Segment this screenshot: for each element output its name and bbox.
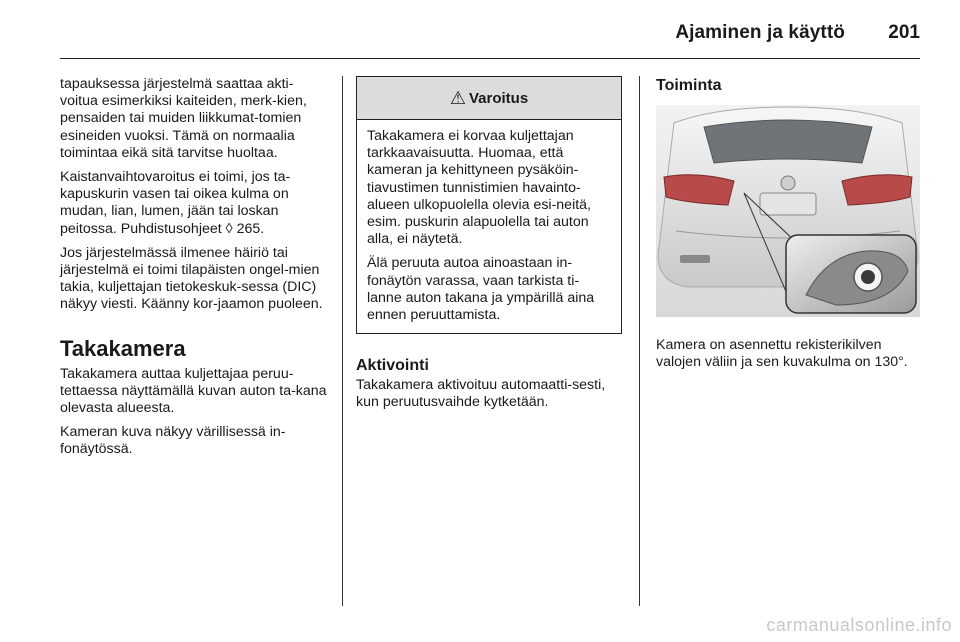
column-divider [342, 76, 343, 606]
subsection-title: Aktivointi [356, 357, 429, 375]
paragraph: Jos järjestelmässä ilmenee häiriö tai järjestelmä ei toimi tilapäisten ongel-mien takia, kuljettajan tietokeskuk-sessa (DIC) näkyy viesti. Käänny kor-jaamon puoleen. [60, 244, 323, 313]
warning-header [357, 77, 621, 120]
rear-camera-photo [656, 105, 920, 317]
figure-caption: Kamera on asennettu rekisterikilven valojen väliin ja sen kuvakulma on 130°. [656, 337, 908, 371]
warning-body [357, 120, 621, 333]
paragraph: tapauksessa järjestelmä saattaa akti-voitua esimerkiksi kaiteiden, merk-kien, pensaiden tai muiden liikkumat-tomien esineiden vuoksi. Tämä on normaalia toimintaa eikä sitä tarvitse huoltaa. [60, 76, 307, 161]
paragraph: Takakamera aktivoituu automaatti-sesti, kun peruutusvaihde kytketään. [356, 377, 606, 411]
page-number: 201 [888, 22, 920, 43]
warning-text: Takakamera ei korvaa kuljettajan tarkkaavaisuutta. Huomaa, että kameran ja kehittyneen pysäköin-tiavustimen tunnistimien havainto-alueen ulkopuolella olevia esi-neitä, esim. puskurin alapuolella tai auton alla, ei näytetä. [367, 128, 592, 248]
chapter-title: Ajaminen ja käyttö [675, 22, 845, 43]
paragraph: Kaistanvaihtovaroitus ei toimi, jos ta-kapuskurin vasen tai oikea kulma on mudan, lian, lumen, jään tai loskan peitossa. Puhdistusohjeet ◊ 265. [60, 169, 291, 237]
warning-icon: ⚠ [449, 87, 466, 108]
warning-title: Varoitus [468, 89, 529, 107]
column-right [656, 76, 920, 378]
watermark: carmanualsonline.info [766, 615, 952, 635]
column-left [60, 76, 328, 466]
paragraph: Kameran kuva näkyy värillisessä in-fonäytössä. [60, 424, 286, 458]
column-divider [639, 76, 640, 606]
paragraph: Takakamera auttaa kuljettajaa peruu-tettaessa näyttämällä kuvan auton ta-kana olevasta alueesta. [60, 365, 327, 417]
column-middle [356, 76, 622, 419]
page-header [60, 0, 920, 59]
section-title: Takakamera [60, 335, 186, 361]
warning-box [356, 76, 622, 334]
warning-text: Älä peruuta autoa ainoastaan in-fonäytön varassa, vaan tarkista ti-lanne auton takana ja ympärillä aina ennen peruuttamista. [367, 255, 595, 324]
subsection-title: Toiminta [656, 77, 722, 94]
